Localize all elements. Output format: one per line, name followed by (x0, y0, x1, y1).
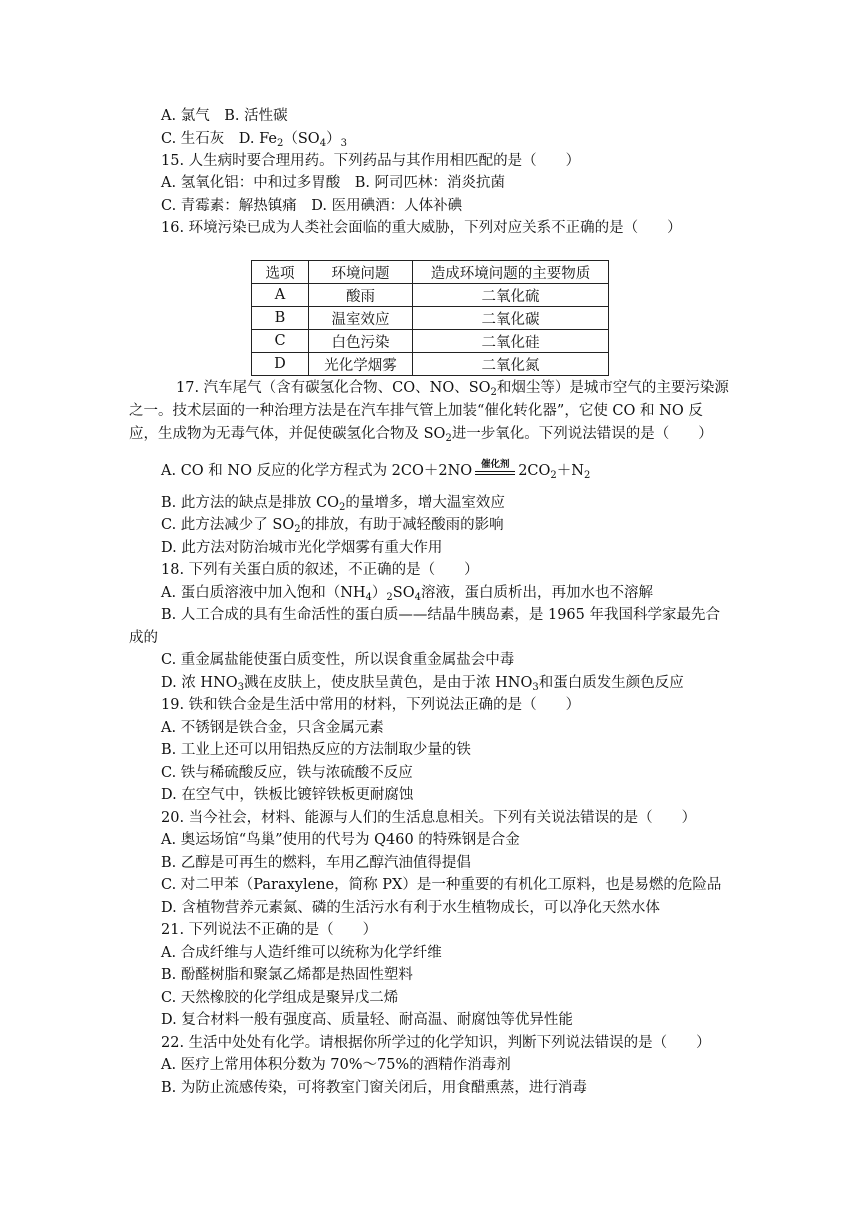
q21-option-b: B. 酚醛树脂和聚氯乙烯都是热固性塑料 (161, 967, 413, 983)
q22-option-a: A. 医疗上常用体积分数为 70%～75%的酒精作消毒剂 (161, 1057, 511, 1073)
table-cell: 二氧化硅 (413, 330, 609, 353)
q20-option-a: A. 奥运场馆“鸟巢”使用的代号为 Q460 的特殊钢是合金 (161, 832, 520, 848)
q19-option-b: B. 工业上还可以用铝热反应的方法制取少量的铁 (161, 742, 471, 758)
table-cell: 光化学烟雾 (309, 353, 413, 376)
table-cell: D (252, 353, 309, 376)
q21-option-c: C. 天然橡胶的化学组成是聚异戊二烯 (161, 990, 399, 1006)
q19-option-d: D. 在空气中，铁板比镀锌铁板更耐腐蚀 (161, 787, 414, 803)
q20-option-b: B. 乙醇是可再生的燃料，车用乙醇汽油值得提倡 (161, 855, 471, 871)
table-header-row (252, 261, 609, 284)
q18-stem: 18. 下列有关蛋白质的叙述，不正确的是（ ） (161, 562, 479, 578)
q18-option-b-line2: 成的 (129, 630, 158, 646)
q21-option-d: D. 复合材料一般有强度高、质量轻、耐高温、耐腐蚀等优异性能 (161, 1012, 573, 1028)
q18-option-c: C. 重金属盐能使蛋白质变性，所以误食重金属盐会中毒 (161, 652, 515, 668)
reaction-arrow (473, 461, 517, 481)
q19-stem: 19. 铁和铁合金是生活中常用的材料，下列说法正确的是（ ） (161, 697, 581, 713)
q17-stem-line2: 之一。技术层面的一种治理方法是在汽车排气管上加装“催化转化器”，它使 CO 和 NO 反 (129, 403, 703, 419)
q17-stem-line3: 应，生成物为无毒气体，并促使碳氢化合物及 $SO_2$进一步氧化。下列说法错误的是（ ） (129, 426, 713, 444)
q16-table (251, 260, 609, 376)
q17-option-b: B. 此方法的缺点是排放 $CO_2$的量增多，增大温室效应 (161, 495, 505, 513)
q15-stem: 15. 人生病时要合理用药。下列药品与其作用相匹配的是（ ） (161, 153, 581, 169)
q22-stem: 22. 生活中处处有化学。请根据你所学过的化学知识，判断下列说法错误的是（ ） (161, 1035, 711, 1051)
q18-option-a: A. 蛋白质溶液中加入饱和$(NH_4)_2SO_4$溶液，蛋白质析出，再加水也不溶解 (161, 585, 653, 603)
q18-option-b-line1: B. 人工合成的具有生命活性的蛋白质——结晶牛胰岛素，是 1965 年我国科学家最先合 (161, 607, 720, 623)
q17-option-c: C. 此方法减少了 $SO_2$的排放，有助于减轻酸雨的影响 (161, 517, 504, 535)
q20-option-d: D. 含植物营养元素氮、磷的生活污水有利于水生植物成长，可以净化天然水体 (161, 900, 660, 916)
table-cell: 二氧化碳 (413, 307, 609, 330)
q21-stem: 21. 下列说法不正确的是（ ） (161, 922, 378, 938)
table-cell: C (252, 330, 309, 353)
q18-option-d: D. 浓 $HNO_3$溅在皮肤上，使皮肤呈黄色，是由于浓 $HNO_3$和蛋白质发生颜色反应 (161, 675, 684, 693)
q20-stem: 20. 当今社会，材料、能源与人们的生活息息相关。下列有关说法错误的是（ ） (161, 810, 697, 826)
table-row (252, 330, 609, 353)
table-cell: 白色污染 (309, 330, 413, 353)
q19-option-a: A. 不锈钢是铁合金，只含金属元素 (161, 720, 384, 736)
table-row (252, 284, 609, 307)
table-cell: 二氧化硫 (413, 284, 609, 307)
q21-option-a: A. 合成纤维与人造纤维可以统称为化学纤维 (161, 945, 442, 961)
table-cell: 二氧化氮 (413, 353, 609, 376)
q22-option-b: B. 为防止流感传染，可将教室门窗关闭后，用食醋熏蒸，进行消毒 (161, 1080, 587, 1096)
catalyst-label: 催化剂 (480, 459, 510, 470)
table-header-cell: 环境问题 (309, 261, 413, 284)
table-header-cell: 造成环境问题的主要物质 (413, 261, 609, 284)
q15-options-ab: A. 氢氧化铝：中和过多胃酸 B. 阿司匹林：消炎抗菌 (161, 175, 506, 191)
table-header-cell: 选项 (252, 261, 309, 284)
table-cell: 温室效应 (309, 307, 413, 330)
q14-options-cd: C. 生石灰 D. $Fe_2(SO_4)_3$ (161, 131, 347, 149)
table-row (252, 353, 609, 376)
q16-stem: 16. 环境污染已成为人类社会面临的重大威胁，下列对应关系不正确的是（ ） (161, 220, 682, 236)
q20-option-c: C. 对二甲苯（Paraxylene，简称 PX）是一种重要的有机化工原料，也是易燃的危险品 (161, 877, 722, 893)
q17-option-a: A. CO 和 NO 反应的化学方程式为 2CO＋2NO 催化剂 $2CO_2+N_2$ (161, 461, 590, 481)
q19-option-c: C. 铁与稀硫酸反应，铁与浓硫酸不反应 (161, 765, 413, 781)
q17-stem-line1: 17. 汽车尾气（含有碳氢化合物、CO、NO、$SO_2$和烟尘等）是城市空气的主要污染源 (176, 380, 729, 398)
q14-options-ab: A. 氯气 B. 活性碳 (161, 108, 288, 124)
table-cell: A (252, 284, 309, 307)
q15-options-cd: C. 青霉素：解热镇痛 D. 医用碘酒：人体补碘 (161, 198, 463, 214)
table-cell: B (252, 307, 309, 330)
table-cell: 酸雨 (309, 284, 413, 307)
q17-option-d: D. 此方法对防治城市光化学烟雾有重大作用 (161, 540, 443, 556)
table-row (252, 307, 609, 330)
